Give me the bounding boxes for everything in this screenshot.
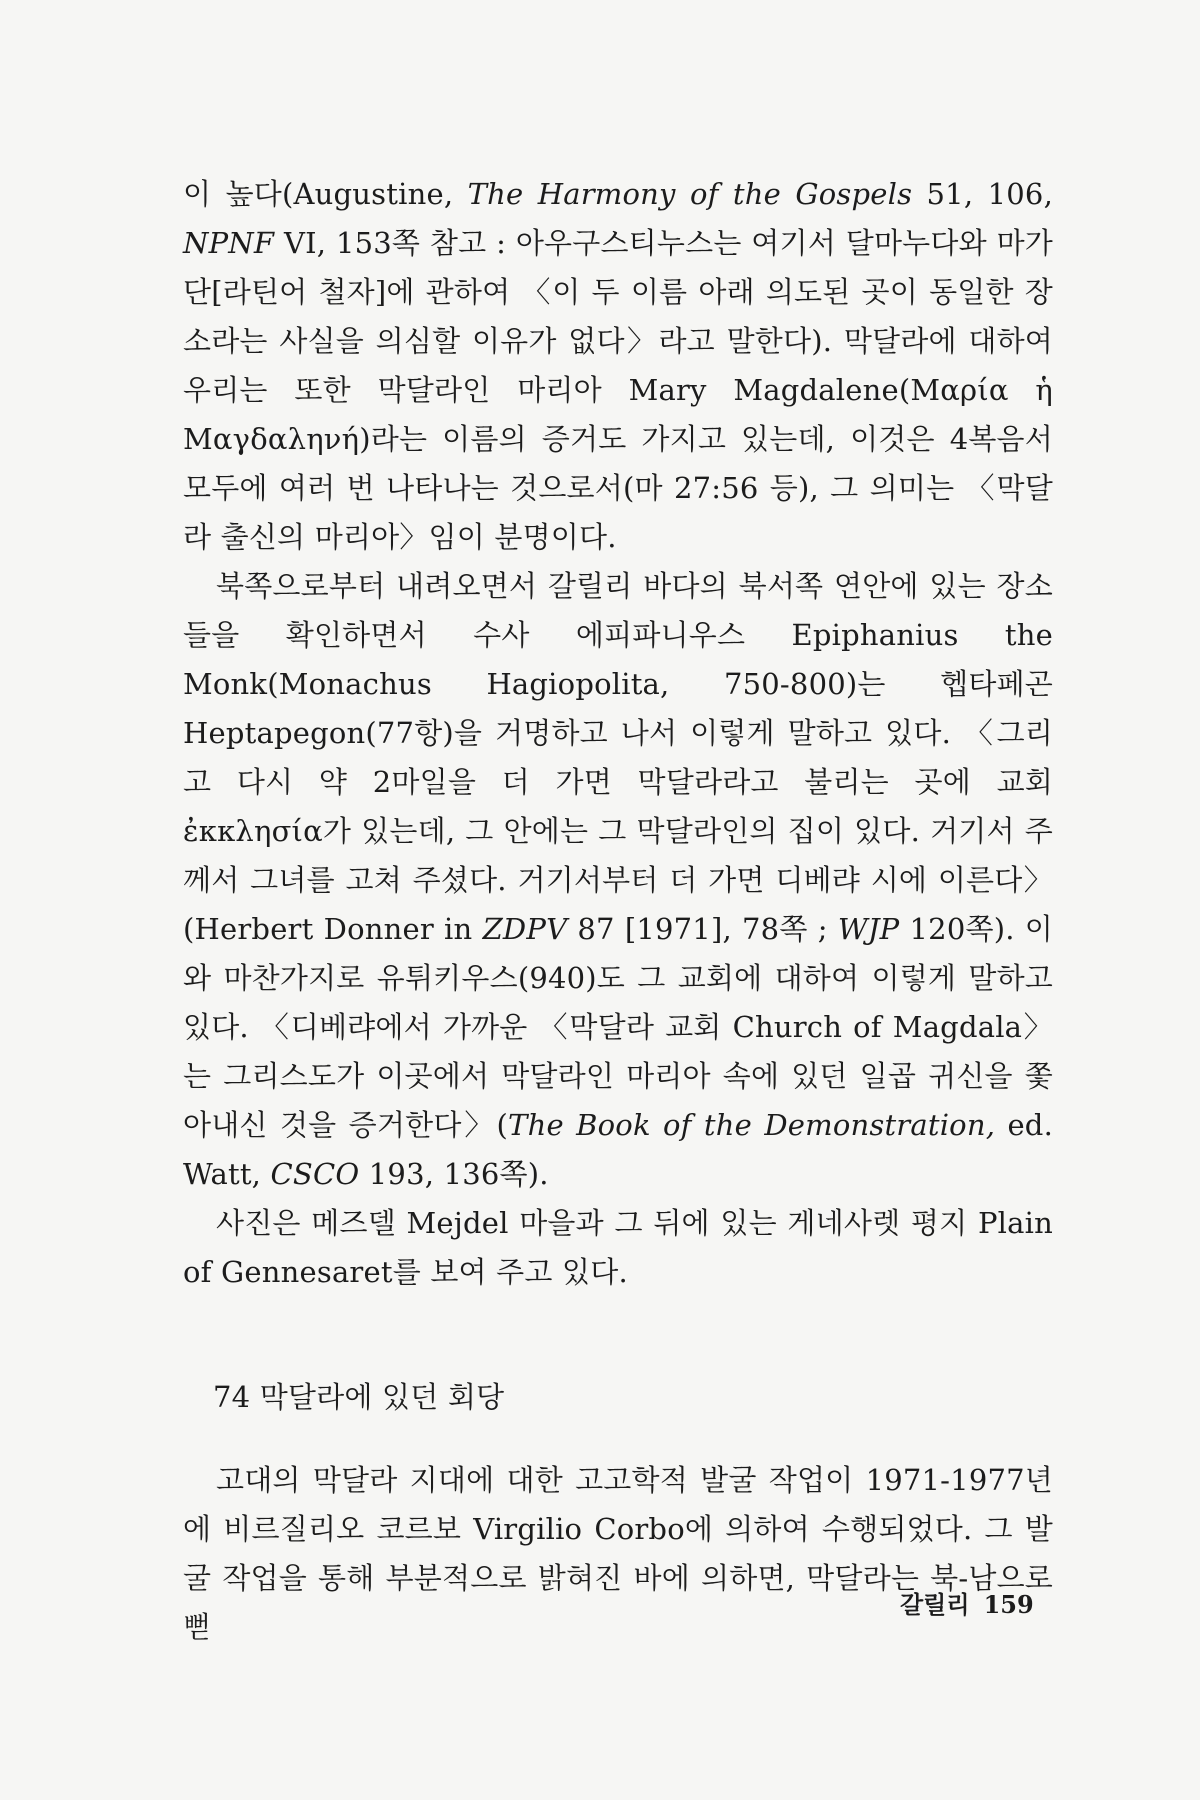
italic-text: ZDPV — [482, 912, 568, 946]
italic-text: The Harmony of the Gospels — [467, 177, 913, 211]
italic-text: WJP — [837, 912, 900, 946]
page-body — [183, 170, 1053, 1652]
text-run: 87 [1971], 78쪽 ; — [567, 912, 838, 946]
body-paragraph — [183, 170, 1053, 562]
text-run: 51, 106, — [912, 177, 1053, 211]
page-footer — [900, 1585, 1048, 1620]
text-run: 이 높다(Augustine, — [183, 177, 468, 211]
italic-text: NPNF — [183, 226, 275, 260]
text-run: ed. Watt, — [183, 1108, 1053, 1191]
text-run: VI, 153쪽 참고 : 아우구스티누스는 여기서 달마누다와 마가단[라틴어 철자]에 관하여 〈이 두 이름 아래 의도된 곳이 동일한 장소라는 사실을 의심할 이유가 없다〉라고 말한다). 막달라에 대하여 우리는 또한 막달라인 마리아 Mary Magdalene(Μαρία ἡ Μαγδαληνή)라는 이름의 증거도 가지고 있는데, 이것은 4복음서 모두에 여러 번 나타나는 것으로서(마 27:56 등), 그 의미는 〈막달라 출신의 마리아〉임이 분명이다. — [183, 226, 1053, 554]
body-paragraph — [183, 1199, 1053, 1297]
body-text — [183, 170, 1053, 1297]
running-head: 갈릴리 — [900, 1590, 970, 1619]
italic-text: CSCO — [270, 1157, 360, 1191]
section-heading: 74 막달라에 있던 회당 — [213, 1380, 505, 1414]
text-run: 193, 136쪽). — [359, 1157, 549, 1191]
page-number: 159 — [983, 1590, 1034, 1619]
section-paragraph: 고대의 막달라 지대에 대한 고고학적 발굴 작업이 1971-1977년에 비르질리오 코르보 Virgilio Corbo에 의하여 수행되었다. 그 발굴 작업을 통해 부분적으로 밝혀진 바에 의하면, 막달라는 북-남으로 뻗 — [183, 1463, 1053, 1644]
text-run: 120쪽). 이와 마찬가지로 유튀키우스(940)도 그 교회에 대하여 이렇게 말하고 있다. 〈디베랴에서 가까운 〈막달라 교회 Church of Magdala〉는 그리스도가 이곳에서 막달라인 마리아 속에 있던 일곱 귀신을 쫓아내신 것을 증거한다〉( — [183, 912, 1053, 1142]
text-run: 사진은 메즈델 Mejdel 마을과 그 뒤에 있는 게네사렛 평지 Plain of Gennesaret를 보여 주고 있다. — [183, 1206, 1053, 1289]
text-run: 북쪽으로부터 내려오면서 갈릴리 바다의 북서쪽 연안에 있는 장소들을 확인하면서 수사 에피파니우스 Epiphanius the Monk(Monachus Hagiopolita, 750-800)는 헵타페곤 Heptapegon(77항)을 거명하고 나서 이렇게 말하고 있다. 〈그리고 다시 약 2마일을 더 가면 막달라라고 불리는 곳에 교회 ἐκκλησία가 있는데, 그 안에는 그 막달라인의 집이 있다. 거기서 주께서 그녀를 고쳐 주셨다. 거기서부터 더 가면 디베랴 시에 이른다〉(Herbert Donner in — [183, 569, 1053, 946]
italic-text: The Book of the Demonstration, — [508, 1108, 996, 1142]
body-paragraph — [183, 562, 1053, 1199]
